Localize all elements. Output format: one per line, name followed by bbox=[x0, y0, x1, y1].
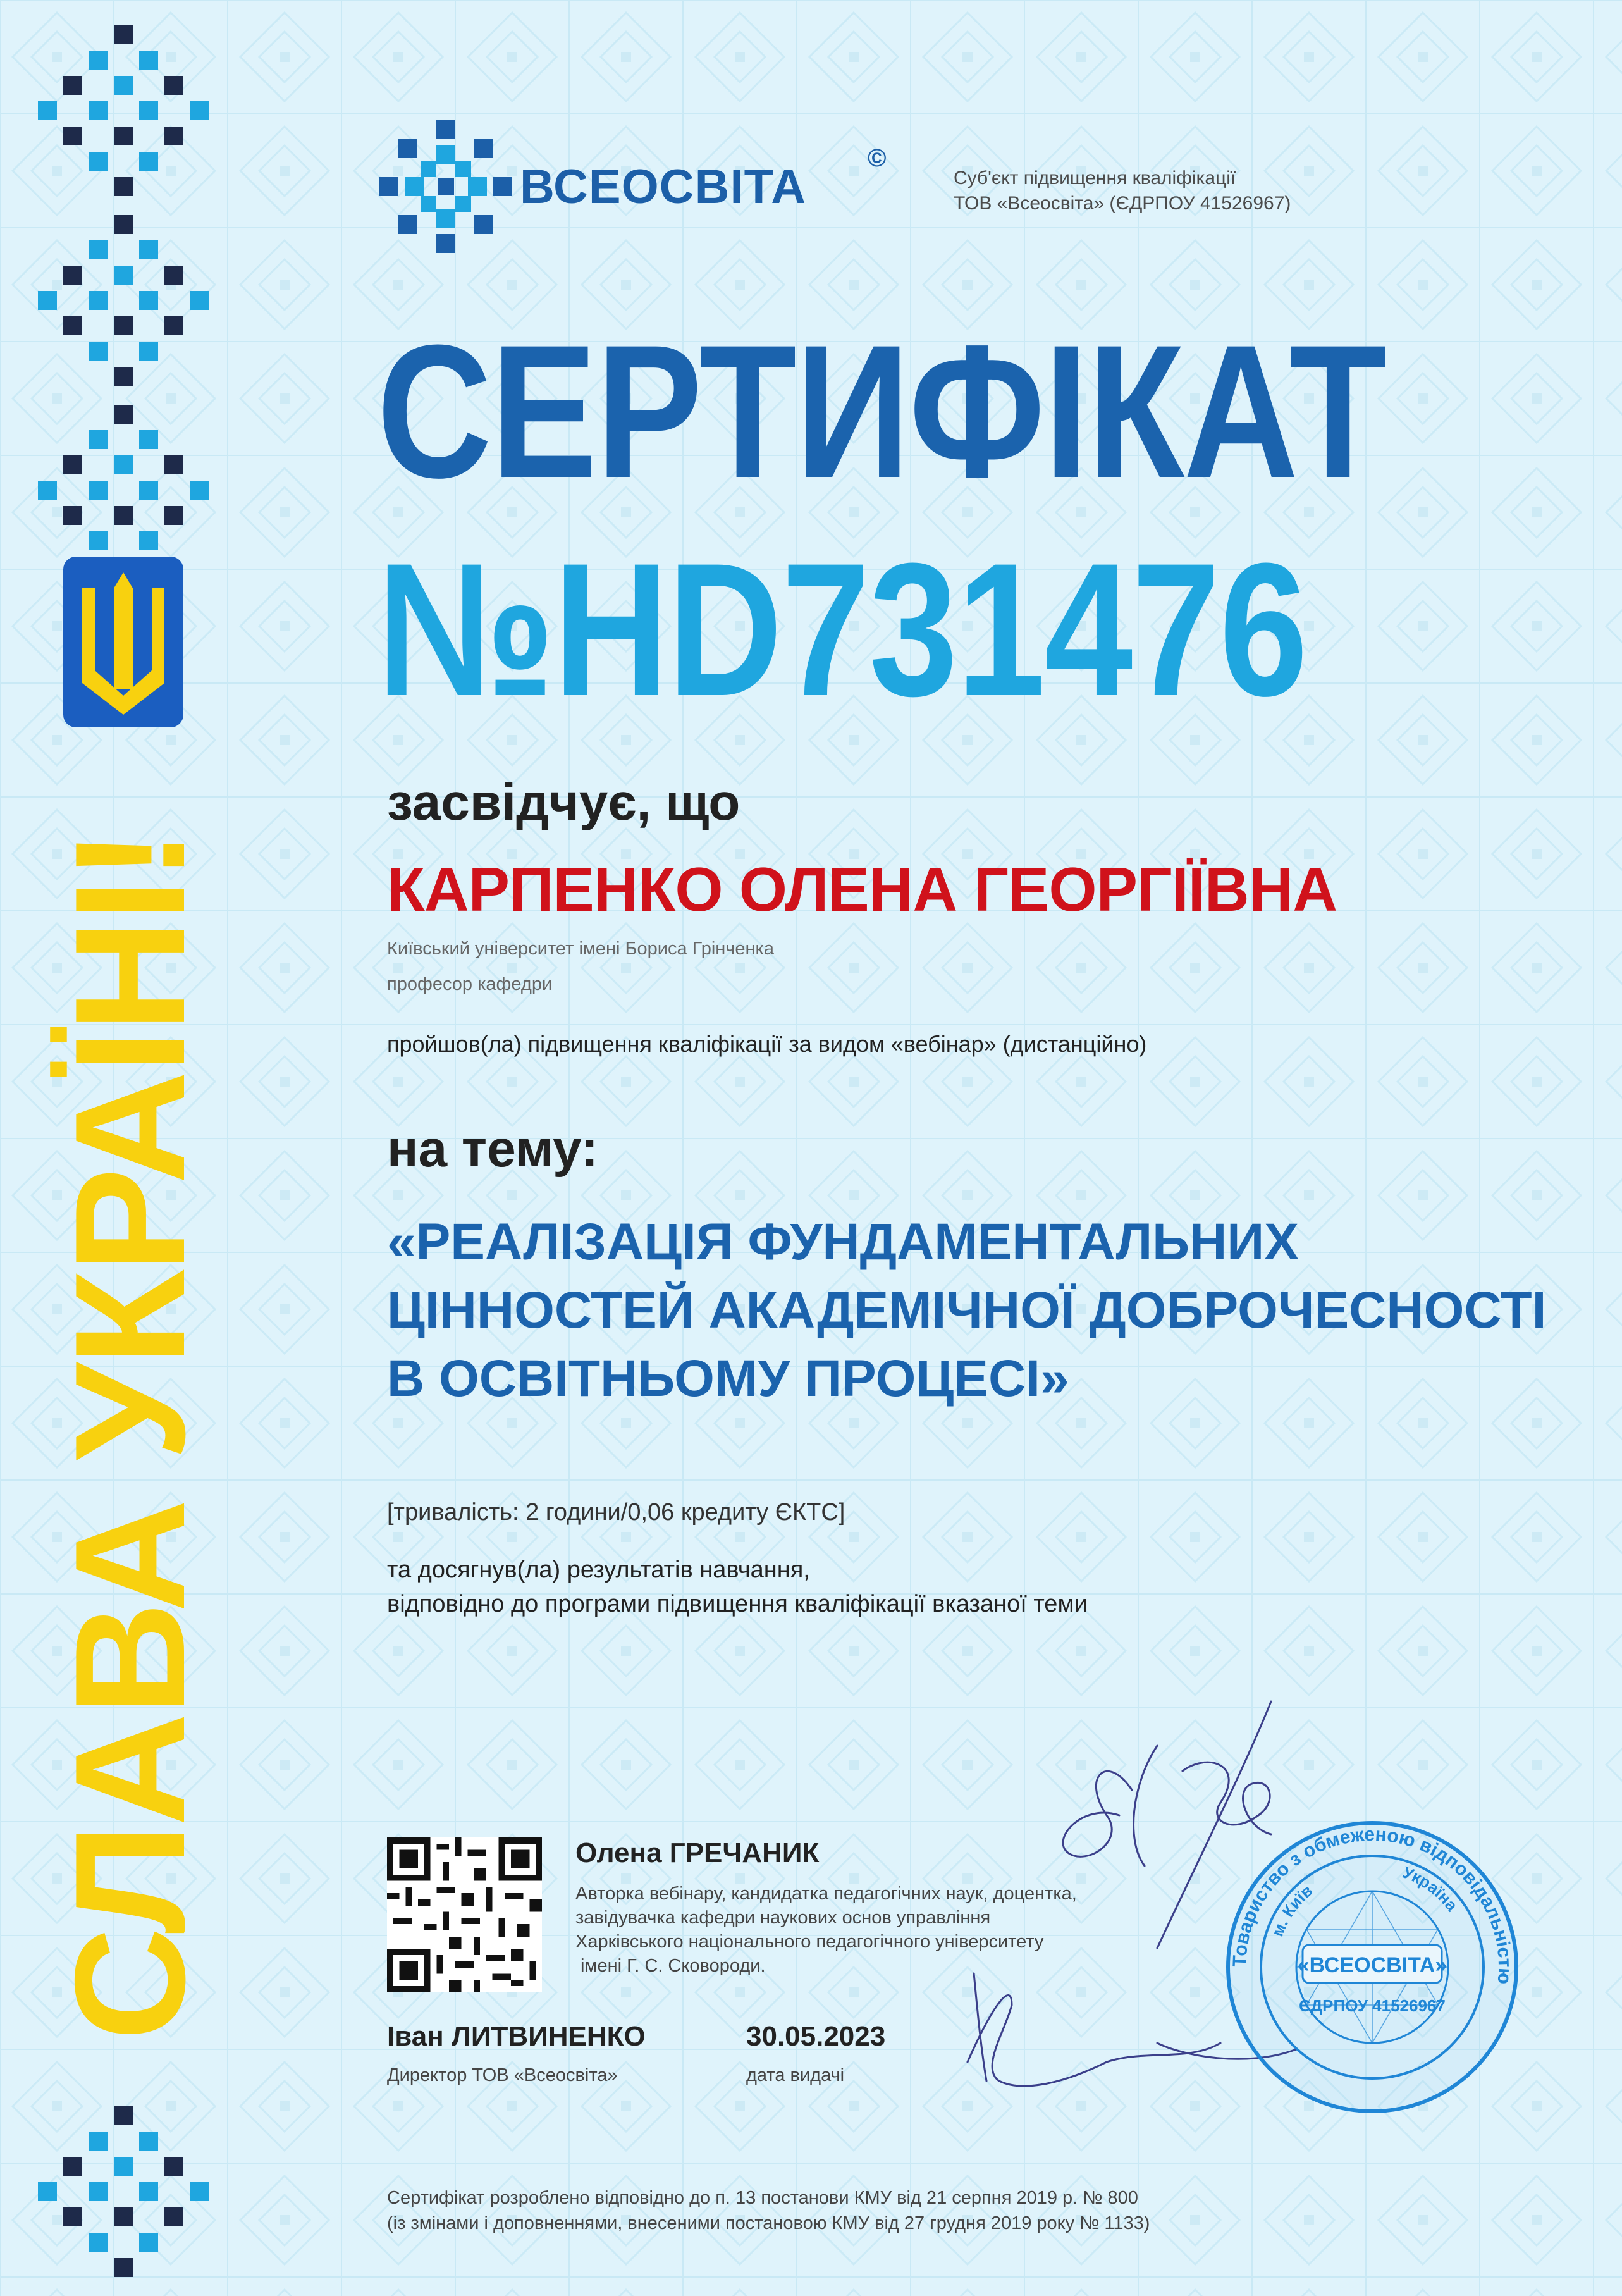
recipient-organization: Київський університет імені Бориса Грінченка bbox=[387, 939, 775, 959]
stamp-center: «ВСЕОСВІТА» bbox=[1297, 1953, 1447, 1977]
stamp-code: ЄДРПОУ 41526967 bbox=[1299, 1996, 1446, 2015]
copyright-mark: © bbox=[868, 144, 887, 172]
stamp-country: Україна bbox=[1400, 1862, 1462, 1915]
subject-line: ТОВ «Всеосвіта» (ЄДРПОУ 41526967) bbox=[954, 193, 1291, 214]
topic-heading: на тему: bbox=[387, 1120, 599, 1178]
snowflake-ornament-logo-icon bbox=[379, 120, 512, 253]
official-stamp bbox=[1220, 1815, 1524, 2119]
stamp-city: м. Київ bbox=[1267, 1880, 1317, 1939]
author-desc-line: Авторка вебінару, кандидатка педагогічних наук, доцентка, bbox=[575, 1884, 1077, 1904]
certificate-number: №HD731476 bbox=[377, 523, 1307, 736]
topic-title bbox=[387, 1208, 1546, 1413]
achievement-text bbox=[387, 1553, 1088, 1621]
issue-date-label: дата видачі bbox=[746, 2065, 845, 2085]
topic-line: «РЕАЛІЗАЦІЯ ФУНДАМЕНТАЛЬНИХ bbox=[387, 1213, 1299, 1271]
slava-ukraini-slogan: СЛАВА УКРАЇНІ! bbox=[42, 830, 218, 2041]
achievement-line: та досягнув(ла) результатів навчання, bbox=[387, 1557, 810, 1583]
director-name: Іван ЛИТВИНЕНКО bbox=[387, 2021, 646, 2052]
recipient-position: професор кафедри bbox=[387, 974, 553, 994]
certifies-text: засвідчує, що bbox=[387, 774, 740, 831]
qr-code[interactable] bbox=[387, 1837, 542, 1992]
issue-date: 30.05.2023 bbox=[746, 2021, 886, 2052]
brand-name: ВСЕОСВІТА bbox=[520, 160, 807, 214]
subject-info bbox=[954, 166, 1291, 216]
topic-line: ЦІННОСТЕЙ АКАДЕМІЧНОЇ ДОБРОЧЕСНОСТІ bbox=[387, 1281, 1547, 1339]
achievement-line: відповідно до програми підвищення кваліфікації вказаної теми bbox=[387, 1591, 1088, 1617]
stamp-outer-text: Товариство з обмеженою відповідальністю bbox=[1229, 1824, 1516, 1985]
footnote-line: Сертифікат розроблено відповідно до п. 13 постанови КМУ від 21 серпня 2019 р. № 800 bbox=[387, 2188, 1138, 2208]
duration-text: [тривалість: 2 години/0,06 кредиту ЄКТС] bbox=[387, 1499, 845, 1526]
author-desc-line: завідувачка кафедри наукових основ управління bbox=[575, 1908, 991, 1928]
author-desc-line: Харківського національного педагогічного університету bbox=[575, 1932, 1044, 1952]
training-type: пройшов(ла) підвищення кваліфікації за видом «вебінар» (дистанційно) bbox=[387, 1031, 1147, 1057]
legal-footnote bbox=[387, 2185, 1150, 2236]
director-role: Директор ТОВ «Всеосвіта» bbox=[387, 2065, 618, 2085]
certificate-title: СЕРТИФІКАТ bbox=[377, 305, 1386, 517]
embroidery-ornament-icon bbox=[38, 25, 209, 196]
recipient-name: КАРПЕНКО ОЛЕНА ГЕОРГІЇВНА bbox=[387, 855, 1337, 924]
ukraine-trident-icon bbox=[63, 557, 183, 727]
author-name: Олена ГРЕЧАНИК bbox=[575, 1837, 820, 1868]
footnote-line: (із змінами і доповненнями, внесеними постановою КМУ від 27 грудня 2019 року № 1133) bbox=[387, 2213, 1150, 2233]
subject-line: Суб'єкт підвищення кваліфікації bbox=[954, 168, 1236, 188]
topic-line: В ОСВІТНЬОМУ ПРОЦЕСІ» bbox=[387, 1350, 1069, 1407]
author-desc-line: імені Г. С. Сковороди. bbox=[575, 1956, 766, 1976]
